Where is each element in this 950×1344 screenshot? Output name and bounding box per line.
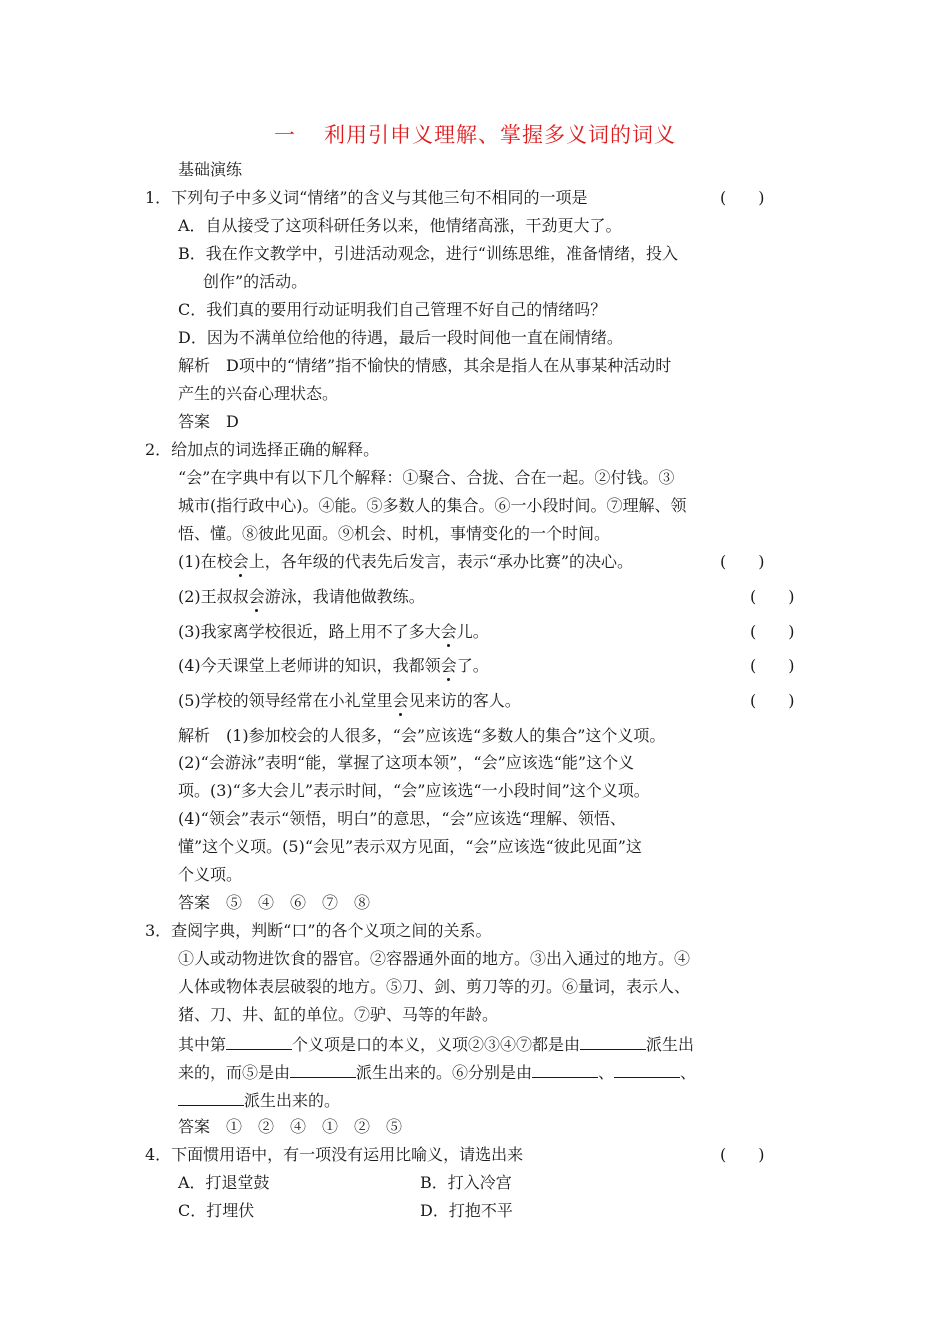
q1-option-a: A．自从接受了这项科研任务以来，他情绪高涨，干劲更大了。	[178, 216, 622, 235]
q3-sense-line: 猪、刀、井、缸的单位。⑦驴、马等的年龄。	[178, 1005, 499, 1024]
q3-answer: 答案 ① ② ④ ① ② ⑤	[178, 1117, 403, 1136]
q3-fill-text: 、	[680, 1063, 697, 1082]
q2-item-4-bracket: ( )	[750, 656, 795, 675]
q4-stem: 4．下面惯用语中，有一项没有运用比喻义，请选出来	[145, 1145, 524, 1164]
q2-intro-line: 城市(指行政中心)。④能。⑤多数人的集合。⑥一小段时间。⑦理解、领	[178, 496, 687, 515]
q2-item-1	[178, 552, 633, 572]
q4-answer-bracket: ( )	[720, 1145, 765, 1164]
q3-fill-text: 派生出来的。	[244, 1091, 341, 1110]
q2-analysis-line: (4)“领会”表示“领悟，明白”的意思，“会”应该选“理解、领悟、	[178, 809, 626, 828]
q3-fill-text: 、	[598, 1063, 615, 1082]
q2-analysis-line: 懂”这个义项。(5)“会见”表示双方见面，“会”应该选“彼此见面”这	[178, 837, 642, 856]
q3-fill-text: 派生出来的。⑥分别是由	[356, 1063, 533, 1082]
q3-fill-text: 个义项是口的本义，义项②③④⑦都是由	[292, 1035, 581, 1054]
q2-item-text: 游泳，我请他做教练。	[264, 587, 425, 606]
q1-answer-bracket: ( )	[720, 188, 765, 207]
q4-option-d: D．打抱不平	[420, 1201, 513, 1220]
emphasis-dot-word: 会	[392, 691, 409, 710]
q3-sense-line: 人体或物体表层破裂的地方。⑤刀、剑、剪刀等的刃。⑥量词，表示人、	[178, 977, 691, 996]
q1-analysis-line: 解析 D项中的“情绪”指不愉快的情感，其余是指人在从事某种活动时	[178, 356, 672, 375]
section-heading: 基础演练	[178, 160, 243, 179]
q4-option-a: A．打退堂鼓	[178, 1173, 270, 1192]
fill-blank	[580, 1033, 646, 1050]
q2-intro-line: 悟、懂。⑧彼此见面。⑨机会、时机，事情变化的一个时间。	[178, 524, 611, 543]
q2-item-text: (4)今天课堂上老师讲的知识，我都领	[178, 656, 441, 675]
q2-item-3	[178, 622, 489, 642]
q3-fill-text: 来的，而⑤是由	[178, 1063, 291, 1082]
q2-item-text: (1)在校	[178, 552, 233, 571]
q2-item-text: 儿。	[456, 622, 489, 641]
q2-item-1-bracket: ( )	[720, 552, 765, 571]
emphasis-dot-word: 会	[440, 622, 457, 641]
q2-analysis-line: 个义项。	[178, 865, 243, 884]
q1-answer: 答案 D	[178, 412, 239, 431]
q2-item-text: (5)学校的领导经常在小礼堂里	[178, 691, 393, 710]
title-text: 利用引申义理解、掌握多义词的词义	[324, 123, 676, 147]
q1-option-b: B．我在作文教学中，引进活动观念，进行“训练思维，准备情绪，投入	[178, 244, 678, 263]
q1-option-b-cont: 创作”的活动。	[203, 272, 308, 291]
fill-blank	[614, 1061, 680, 1078]
q3-fill-line-3	[178, 1089, 340, 1111]
q2-answer: 答案 ⑤ ④ ⑥ ⑦ ⑧	[178, 893, 371, 912]
q2-analysis-line: 项。(3)“多大会儿”表示时间，“会”应该选“一小段时间”这个义项。	[178, 781, 650, 800]
q1-analysis-line: 产生的兴奋心理状态。	[178, 384, 339, 403]
q3-stem: 3．查阅字典，判断“口”的各个义项之间的关系。	[145, 921, 492, 940]
q4-option-b: B．打入冷宫	[420, 1173, 512, 1192]
q2-item-text: 见来访的客人。	[408, 691, 521, 710]
q1-option-c: C．我们真的要用行动证明我们自己管理不好自己的情绪吗？	[178, 300, 607, 319]
q2-item-text: (3)我家离学校很近，路上用不了多大	[178, 622, 441, 641]
q1-stem: 1．下列句子中多义词“情绪”的含义与其他三句不相同的一项是	[145, 188, 588, 207]
emphasis-dot-word: 会	[248, 587, 265, 606]
q2-item-4	[178, 656, 489, 676]
q2-item-text: (2)王叔叔	[178, 587, 249, 606]
fill-blank	[532, 1061, 598, 1078]
emphasis-dot-word: 会	[232, 552, 249, 571]
q2-item-2-bracket: ( )	[750, 587, 795, 606]
emphasis-dot-word: 会	[440, 656, 457, 675]
q2-analysis-line: (2)“会游泳”表明“能，掌握了这项本领”，“会”应该选“能”这个义	[178, 753, 635, 772]
q3-fill-text: 派生出	[646, 1035, 695, 1054]
title-number: 一	[274, 123, 296, 147]
q4-option-c: C．打埋伏	[178, 1201, 255, 1220]
fill-blank	[178, 1089, 244, 1106]
fill-blank	[226, 1033, 292, 1050]
q3-sense-line: ①人或动物进饮食的器官。②容器通外面的地方。③出入通过的地方。④	[178, 949, 691, 968]
q2-item-2	[178, 587, 425, 607]
q3-fill-line-1	[178, 1033, 694, 1055]
q2-analysis-line: 解析 (1)参加校会的人很多，“会”应该选“多数人的集合”这个义项。	[178, 726, 666, 745]
fill-blank	[290, 1061, 356, 1078]
q2-item-3-bracket: ( )	[750, 622, 795, 641]
q2-item-text: 上，各年级的代表先后发言，表示“承办比赛”的决心。	[248, 552, 634, 571]
q2-item-text: 了。	[456, 656, 489, 675]
q2-intro-line: “会”在字典中有以下几个解释：①聚合、合拢、合在一起。②付钱。③	[178, 468, 675, 487]
q3-fill-text: 其中第	[178, 1035, 227, 1054]
q2-item-5-bracket: ( )	[750, 691, 795, 710]
q3-fill-line-2	[178, 1061, 696, 1083]
q1-option-d: D．因为不满单位给他的待遇，最后一段时间他一直在闹情绪。	[178, 328, 623, 347]
q2-stem: 2．给加点的词选择正确的解释。	[145, 440, 380, 459]
page-title	[0, 122, 950, 148]
q2-item-5	[178, 691, 521, 711]
